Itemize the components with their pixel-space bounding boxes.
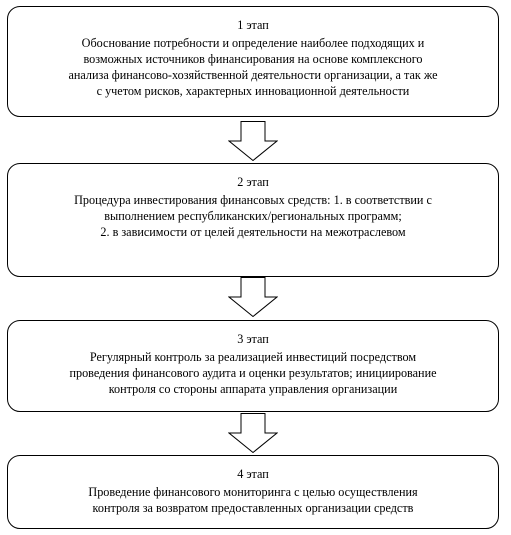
stage-1-text: Обоснование потребности и определение наиболее подходящих и возможных источников финансирования на основе комплексного анализа финансово-хозяйственной деятельности организации, а так же с учетом рисков, характерных инновационной деятельности [68,36,438,98]
stage-4-box [7,455,499,529]
stage-3-box [7,320,499,412]
stage-2-box [7,163,499,277]
stage-1-box [7,6,499,117]
down-arrow-icon [228,277,278,317]
stage-4-text: Проведение финансового мониторинга с целью осуществления контроля за возвратом предоставленных организации средств [88,485,418,515]
stage-2-title: 2 этап [237,175,269,189]
stage-2-text: Процедура инвестирования финансовых средств: 1. в соответствии с выполнением республиканских/региональных программ; 2. в зависимости от целей деятельности на межотраслевом [74,193,432,239]
stage-4-title: 4 этап [237,467,269,481]
down-arrow-icon [228,413,278,453]
stage-3-title: 3 этап [237,332,269,346]
down-arrow-icon [228,121,278,161]
stage-3-text: Регулярный контроль за реализацией инвестиций посредством проведения финансового аудита и оценки результатов; инициирование контроля со стороны аппарата управления организации [69,350,437,396]
stage-1-title: 1 этап [237,18,269,32]
